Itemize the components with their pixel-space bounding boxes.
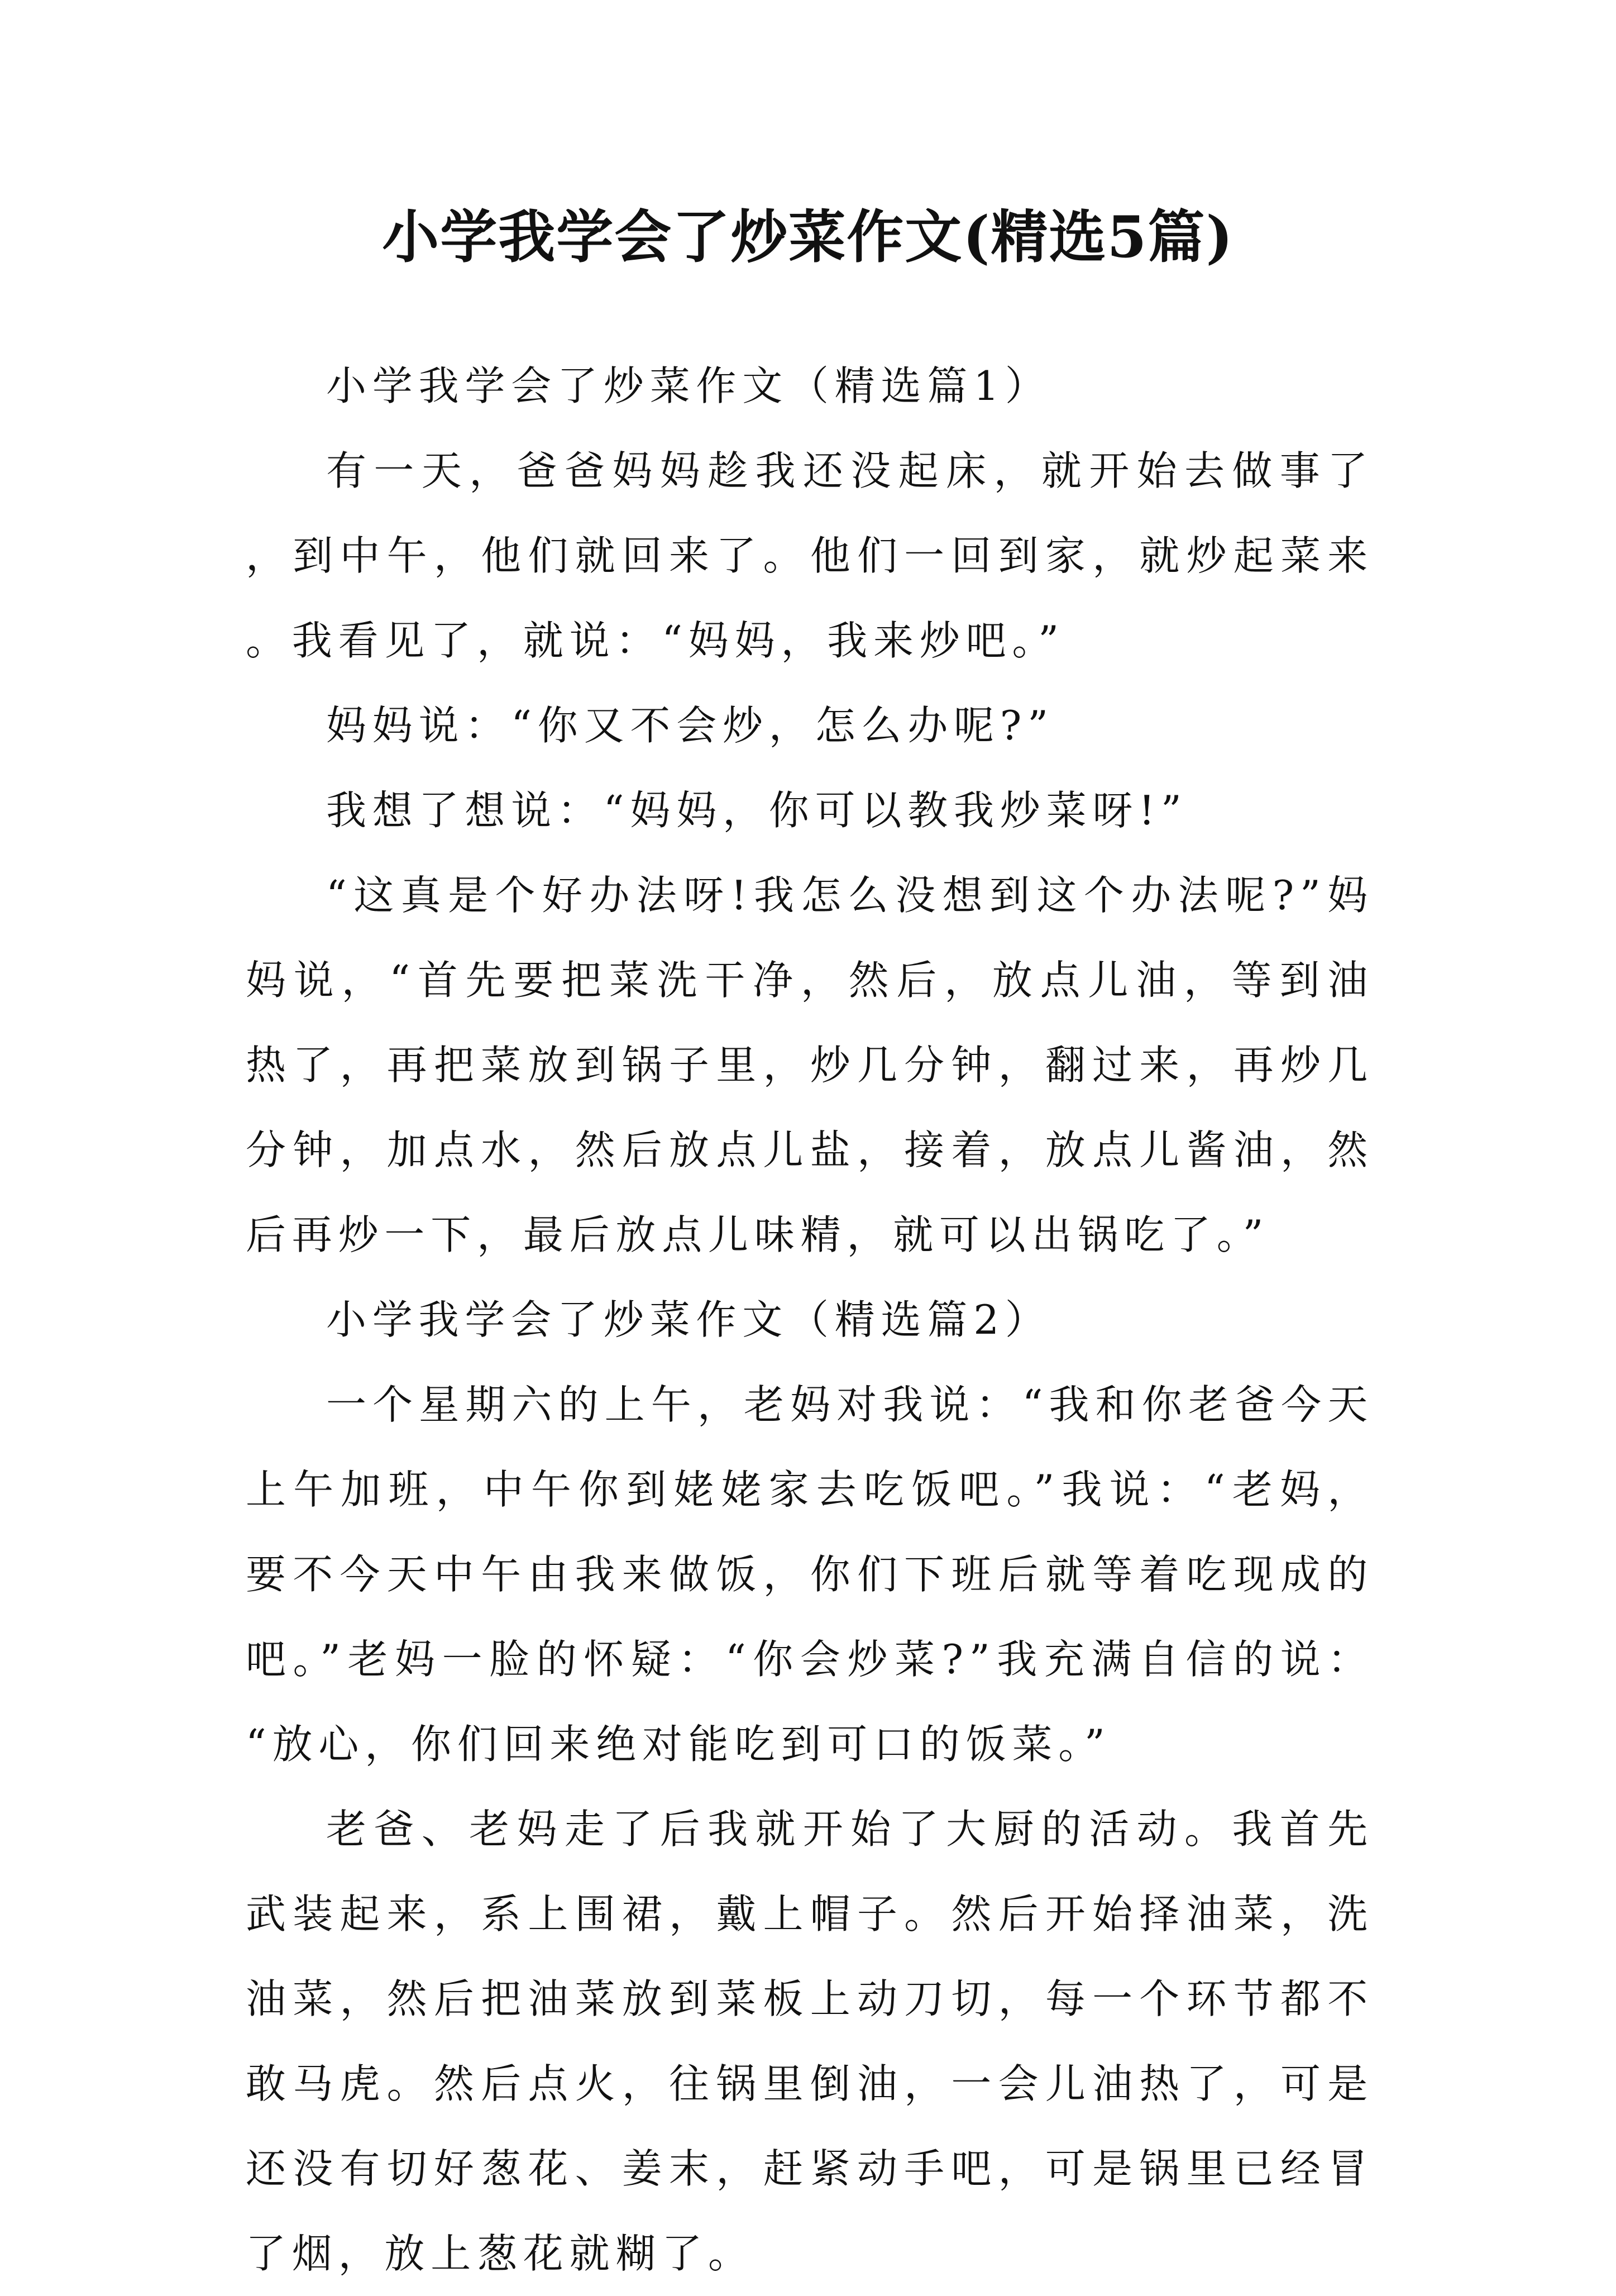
paragraph: 妈妈说：“你又不会炒，怎么办呢?” xyxy=(326,702,1054,749)
document-body xyxy=(246,343,1374,2296)
paragraph: 一个星期六的上午，老妈对我说：“我和你老爸今天上午加班，中午你到姥姥家去吃饭吧。”我说：“老妈，要不今天中午由我来做饭，你们下班后就等着吃现成的吧。”老妈一脸的怀疑：“你会炒菜?”我充满自信的说：“放心，你们回来绝对能吃到可口的饭菜。” xyxy=(246,1381,1374,1768)
paragraph: 有一天，爸爸妈妈趁我还没起床，就开始去做事了，到中午，他们就回来了。他们一回到家，就炒起菜来。我看见了，就说：“妈妈，我来炒吧。” xyxy=(246,447,1374,664)
paragraph: “这真是个好办法呀!我怎么没想到这个办法呢?”妈妈说，“首先要把菜洗干净，然后，放点儿油，等到油热了，再把菜放到锅子里，炒几分钟，翻过来，再炒几分钟，加点水，然后放点儿盐，接着，放点儿酱油，然后再炒一下，最后放点儿味精，就可以出锅吃了。” xyxy=(246,872,1374,1258)
paragraph: 老爸、老妈走了后我就开始了大厨的活动。我首先武装起来，系上围裙，戴上帽子。然后开始择油菜，洗油菜，然后把油菜放到菜板上动刀切，每一个环节都不敢马虎。然后点火，往锅里倒油，一会儿油热了，可是还没有切好葱花、姜末，赶紧动手吧，可是锅里已经冒了烟，放上葱花就糊了。 xyxy=(246,1806,1374,2277)
section-heading: 小学我学会了炒菜作文（精选篇1） xyxy=(326,362,1051,409)
paragraph: 我想了想说：“妈妈，你可以教我炒菜呀!” xyxy=(326,787,1188,834)
section-heading: 小学我学会了炒菜作文（精选篇2） xyxy=(326,1296,1051,1343)
document-title: 小学我学会了炒菜作文(精选5篇) xyxy=(382,204,1234,271)
